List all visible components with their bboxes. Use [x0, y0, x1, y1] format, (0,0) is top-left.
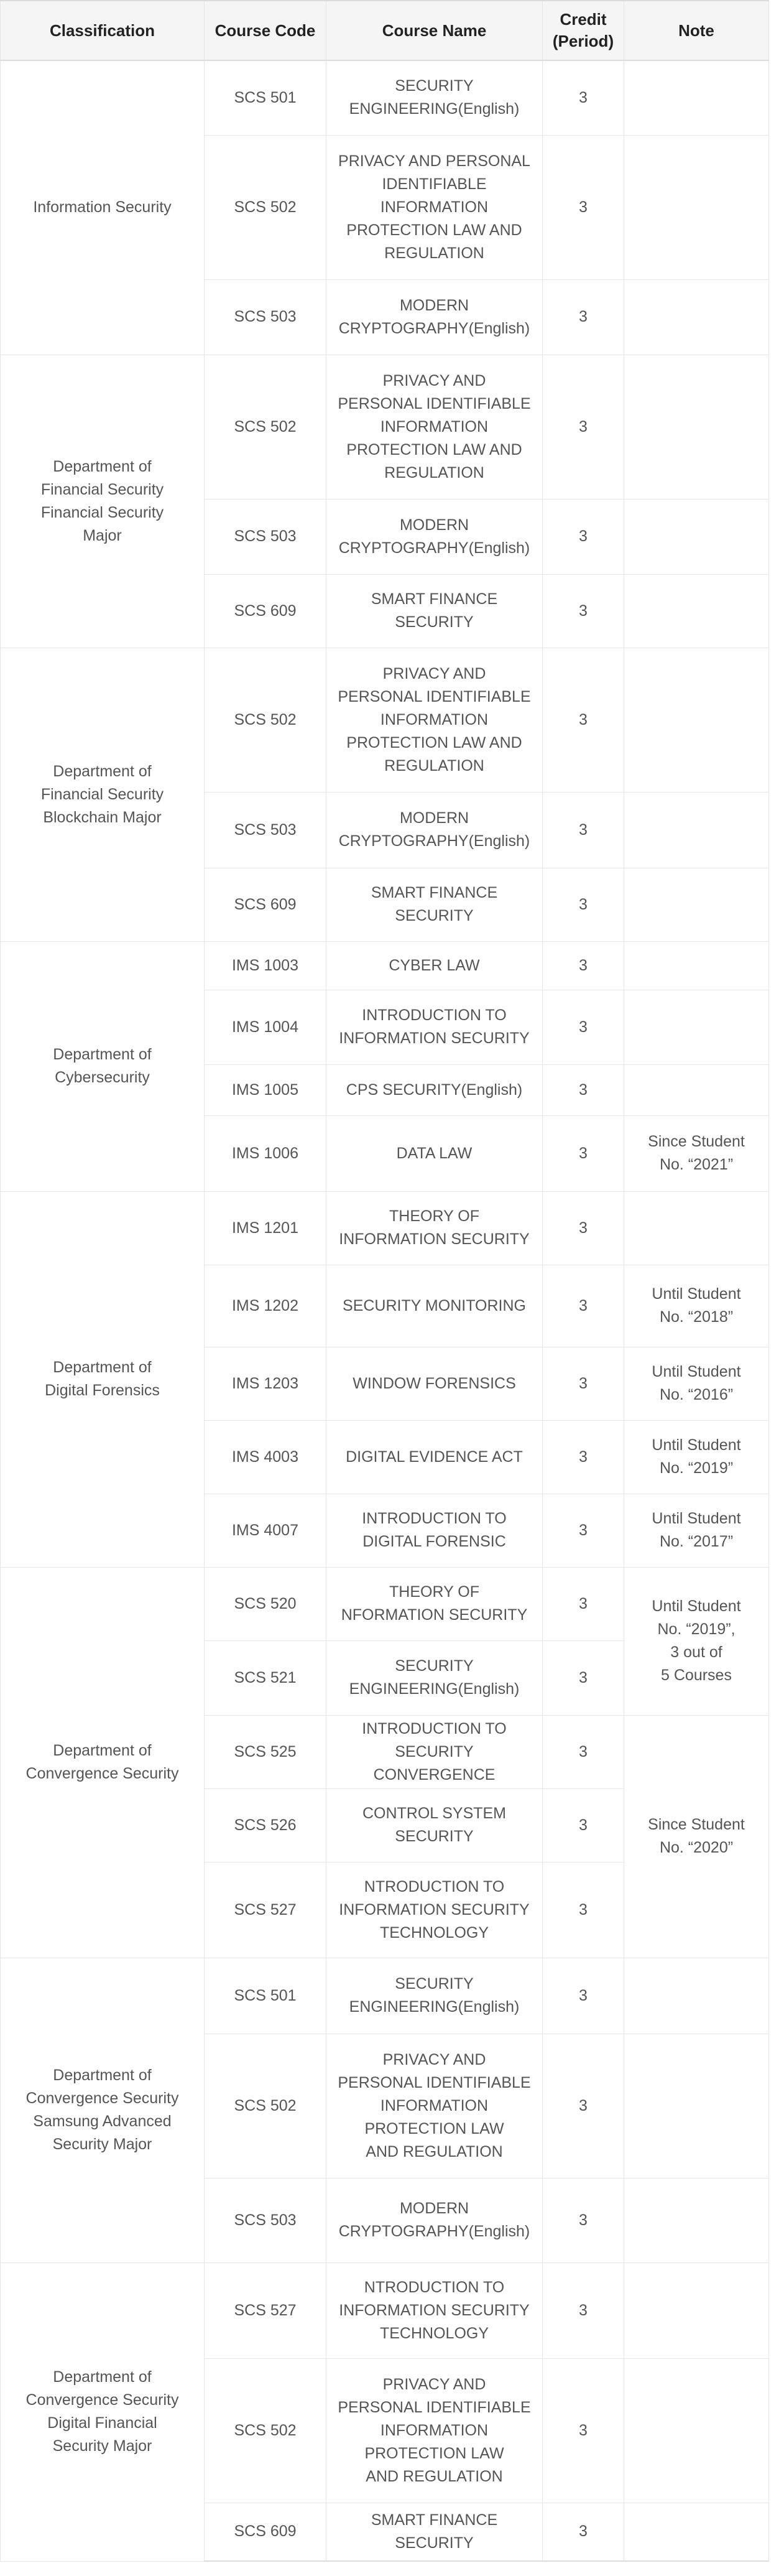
- course-name-cell: INTRODUCTION TO INFORMATION SECURITY: [326, 990, 543, 1064]
- course-code-cell: SCS 501: [205, 60, 326, 135]
- course-name-cell: PRIVACY AND PERSONAL IDENTIFIABLE INFORMATION PROTECTION LAW AND REGULATION: [326, 135, 543, 279]
- credit-cell: 3: [543, 792, 624, 868]
- course-name-cell: PRIVACY AND PERSONAL IDENTIFIABLE INFORMATION PROTECTION LAW AND REGULATION: [326, 2034, 543, 2178]
- course-name-cell: CPS SECURITY(English): [326, 1064, 543, 1115]
- header-course-code: Course Code: [205, 1, 326, 60]
- note-cell: [624, 1958, 769, 2034]
- course-code-cell: IMS 4007: [205, 1494, 326, 1567]
- note-cell: Until Student No. “2019”: [624, 1420, 769, 1494]
- classification-cell: Department of Convergence Security Samsung Advanced Security Major: [1, 1958, 205, 2262]
- header-classification: Classification: [1, 1, 205, 60]
- credit-cell: 3: [543, 990, 624, 1064]
- course-code-cell: SCS 527: [205, 2262, 326, 2358]
- credit-cell: 3: [543, 2262, 624, 2358]
- course-name-cell: MODERN CRYPTOGRAPHY(English): [326, 2178, 543, 2262]
- note-cell: [624, 1191, 769, 1265]
- credit-cell: 3: [543, 868, 624, 941]
- course-name-cell: SECURITY ENGINEERING(English): [326, 1640, 543, 1715]
- credit-cell: 3: [543, 1115, 624, 1191]
- table-row: [1, 941, 769, 990]
- course-name-cell: MODERN CRYPTOGRAPHY(English): [326, 792, 543, 868]
- credit-cell: 3: [543, 648, 624, 792]
- credit-cell: 3: [543, 2503, 624, 2561]
- course-code-cell: SCS 502: [205, 135, 326, 279]
- note-cell: [624, 792, 769, 868]
- credit-cell: 3: [543, 499, 624, 574]
- course-name-cell: INTRODUCTION TO SECURITY CONVERGENCE: [326, 1715, 543, 1788]
- table-body: [1, 60, 769, 2561]
- credit-cell: 3: [543, 1640, 624, 1715]
- classification-cell: Department of Digital Forensics: [1, 1191, 205, 1567]
- note-cell: [624, 648, 769, 792]
- note-cell: [624, 2262, 769, 2358]
- course-code-cell: IMS 4003: [205, 1420, 326, 1494]
- course-name-cell: SMART FINANCE SECURITY: [326, 2503, 543, 2561]
- note-cell: [624, 2503, 769, 2561]
- header-course-name: Course Name: [326, 1, 543, 60]
- credit-cell: 3: [543, 1862, 624, 1958]
- course-code-cell: SCS 609: [205, 2503, 326, 2561]
- note-cell: [624, 868, 769, 941]
- course-code-cell: SCS 525: [205, 1715, 326, 1788]
- course-code-cell: IMS 1202: [205, 1265, 326, 1347]
- credit-cell: 3: [543, 355, 624, 499]
- credit-cell: 3: [543, 1265, 624, 1347]
- note-cell: Until Student No. “2019”, 3 out of 5 Courses: [624, 1567, 769, 1715]
- credit-cell: 3: [543, 2178, 624, 2262]
- course-code-cell: SCS 503: [205, 2178, 326, 2262]
- note-cell: [624, 2178, 769, 2262]
- course-name-cell: PRIVACY AND PERSONAL IDENTIFIABLE INFORMATION PROTECTION LAW AND REGULATION: [326, 648, 543, 792]
- course-name-cell: SMART FINANCE SECURITY: [326, 574, 543, 648]
- course-name-cell: SECURITY ENGINEERING(English): [326, 60, 543, 135]
- course-code-cell: IMS 1201: [205, 1191, 326, 1265]
- credit-cell: 3: [543, 1191, 624, 1265]
- course-name-cell: SECURITY MONITORING: [326, 1265, 543, 1347]
- classification-cell: Department of Convergence Security: [1, 1567, 205, 1958]
- course-code-cell: SCS 609: [205, 574, 326, 648]
- note-cell: [624, 2034, 769, 2178]
- course-code-cell: SCS 503: [205, 279, 326, 355]
- note-cell: Since Student No. “2021”: [624, 1115, 769, 1191]
- classification-cell: Department of Convergence Security Digital Financial Security Major: [1, 2262, 205, 2561]
- course-name-cell: NTRODUCTION TO INFORMATION SECURITY TECHNOLOGY: [326, 2262, 543, 2358]
- note-cell: Until Student No. “2017”: [624, 1494, 769, 1567]
- course-name-cell: SECURITY ENGINEERING(English): [326, 1958, 543, 2034]
- table-row: [1, 1191, 769, 1265]
- course-code-cell: SCS 503: [205, 792, 326, 868]
- credit-cell: 3: [543, 1064, 624, 1115]
- course-code-cell: SCS 502: [205, 355, 326, 499]
- table-row: [1, 1567, 769, 1640]
- course-code-cell: SCS 526: [205, 1788, 326, 1862]
- credit-cell: 3: [543, 1788, 624, 1862]
- credit-cell: 3: [543, 1958, 624, 2034]
- course-name-cell: MODERN CRYPTOGRAPHY(English): [326, 499, 543, 574]
- note-cell: [624, 2358, 769, 2503]
- table-row: [1, 2262, 769, 2358]
- course-code-cell: SCS 521: [205, 1640, 326, 1715]
- course-name-cell: THEORY OF INFORMATION SECURITY: [326, 1191, 543, 1265]
- course-code-cell: SCS 503: [205, 499, 326, 574]
- classification-cell: Department of Financial Security Financial Security Major: [1, 355, 205, 648]
- credit-cell: 3: [543, 1420, 624, 1494]
- credit-cell: 3: [543, 1347, 624, 1420]
- header-credit: Credit (Period): [543, 1, 624, 60]
- course-code-cell: IMS 1006: [205, 1115, 326, 1191]
- note-cell: [624, 135, 769, 279]
- note-cell: [624, 60, 769, 135]
- course-code-cell: SCS 502: [205, 2034, 326, 2178]
- course-name-cell: DIGITAL EVIDENCE ACT: [326, 1420, 543, 1494]
- course-name-cell: SMART FINANCE SECURITY: [326, 868, 543, 941]
- course-code-cell: SCS 501: [205, 1958, 326, 2034]
- table-row: [1, 60, 769, 135]
- note-cell: [624, 574, 769, 648]
- course-code-cell: SCS 527: [205, 1862, 326, 1958]
- table-row: [1, 355, 769, 499]
- credit-cell: 3: [543, 279, 624, 355]
- course-name-cell: INTRODUCTION TO DIGITAL FORENSIC: [326, 1494, 543, 1567]
- course-code-cell: SCS 520: [205, 1567, 326, 1640]
- course-code-cell: SCS 502: [205, 2358, 326, 2503]
- course-code-cell: IMS 1203: [205, 1347, 326, 1420]
- table-row: [1, 648, 769, 792]
- credit-cell: 3: [543, 1494, 624, 1567]
- course-code-cell: IMS 1004: [205, 990, 326, 1064]
- credit-cell: 3: [543, 1715, 624, 1788]
- note-cell: Until Student No. “2018”: [624, 1265, 769, 1347]
- credit-cell: 3: [543, 60, 624, 135]
- header-note: Note: [624, 1, 769, 60]
- credit-cell: 3: [543, 1567, 624, 1640]
- course-name-cell: NTRODUCTION TO INFORMATION SECURITY TECHNOLOGY: [326, 1862, 543, 1958]
- note-cell: [624, 1064, 769, 1115]
- course-name-cell: THEORY OF NFORMATION SECURITY: [326, 1567, 543, 1640]
- note-cell: [624, 355, 769, 499]
- classification-cell: Department of Cybersecurity: [1, 941, 205, 1191]
- course-name-cell: DATA LAW: [326, 1115, 543, 1191]
- note-cell: Until Student No. “2016”: [624, 1347, 769, 1420]
- course-code-cell: IMS 1003: [205, 941, 326, 990]
- note-cell: [624, 499, 769, 574]
- credit-cell: 3: [543, 941, 624, 990]
- course-name-cell: PRIVACY AND PERSONAL IDENTIFIABLE INFORMATION PROTECTION LAW AND REGULATION: [326, 2358, 543, 2503]
- course-name-cell: MODERN CRYPTOGRAPHY(English): [326, 279, 543, 355]
- table-row: [1, 1958, 769, 2034]
- classification-cell: Information Security: [1, 60, 205, 355]
- course-code-cell: SCS 502: [205, 648, 326, 792]
- course-name-cell: CONTROL SYSTEM SECURITY: [326, 1788, 543, 1862]
- classification-cell: Department of Financial Security Blockchain Major: [1, 648, 205, 941]
- course-name-cell: WINDOW FORENSICS: [326, 1347, 543, 1420]
- credit-cell: 3: [543, 574, 624, 648]
- credit-cell: 3: [543, 135, 624, 279]
- course-name-cell: PRIVACY AND PERSONAL IDENTIFIABLE INFORMATION PROTECTION LAW AND REGULATION: [326, 355, 543, 499]
- note-cell: Since Student No. “2020”: [624, 1715, 769, 1958]
- table-header-row: [1, 1, 769, 60]
- note-cell: [624, 279, 769, 355]
- note-cell: [624, 990, 769, 1064]
- note-cell: [624, 941, 769, 990]
- credit-cell: 3: [543, 2034, 624, 2178]
- course-name-cell: CYBER LAW: [326, 941, 543, 990]
- credit-cell: 3: [543, 2358, 624, 2503]
- course-code-cell: SCS 609: [205, 868, 326, 941]
- course-code-cell: IMS 1005: [205, 1064, 326, 1115]
